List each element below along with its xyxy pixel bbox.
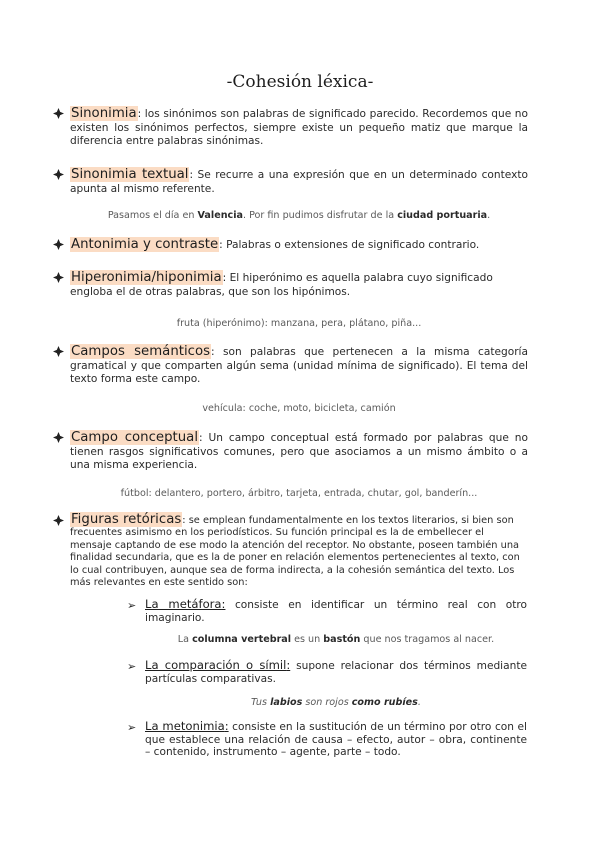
section-antonimia: Antonimia y contraste: Palabras o extensiones de significado contrario. xyxy=(70,238,528,253)
term-label: Hiperonimia/hiponimia xyxy=(71,270,222,285)
diamond-bullet-icon xyxy=(53,169,64,180)
example-line: Pasamos el día en Valencia. Por fin pudimos disfrutar de la ciudad portuaria. xyxy=(107,210,491,221)
definition-text: son palabras que pertenecen a la misma categoría gramatical y que comparten algún sema (unidad mínima de significado). El tema del texto forma este campo. xyxy=(70,346,528,385)
page-title: -Cohesión léxica- xyxy=(226,72,374,92)
diamond-bullet-icon xyxy=(53,346,64,357)
definition-text: Palabras o extensiones de significado contrario. xyxy=(222,239,480,251)
section-sinonimia: Sinonimia: los sinónimos son palabras de significado parecido. Recordemos que no existen los sinónimos perfectos, siempre existe un pequeño matiz que marque la diferencia entre palabras sinónimas. xyxy=(70,107,528,149)
section-campos-semanticos: Campos semánticos: son palabras que pertenecen a la misma categoría gramatical y que comparten algún sema (unidad mínima de significado). El tema del texto forma este campo. xyxy=(70,345,528,387)
arrow-bullet-icon: ➢ xyxy=(127,660,137,673)
term-label: Sinonimia xyxy=(71,106,137,121)
term-label: Antonimia y contraste xyxy=(71,237,219,252)
term-label: Sinonimia textual xyxy=(71,167,189,182)
diamond-bullet-icon xyxy=(53,432,64,443)
definition-text: Se recurre a una expresión que en un determinado contexto apunta al mismo referente. xyxy=(70,169,528,195)
example-line: La columna vertebral es un bastón que nos tragamos al nacer. xyxy=(177,634,495,645)
example-line: vehícula: coche, moto, bicicleta, camión xyxy=(202,403,396,414)
example-line: fruta (hiperónimo): manzana, pera, plátano, piña... xyxy=(176,318,422,329)
term-label: Campo conceptual xyxy=(71,430,199,445)
subterm-label: La comparación o símil xyxy=(145,658,287,672)
subsection-metafora: ➢ La metáfora: consiste en identificar un término real con otro imaginario. xyxy=(127,597,528,624)
definition-text: los sinónimos son palabras de significado parecido. Recordemos que no existen los sinónimos perfectos, siempre existe un pequeño matiz que marque la diferencia entre palabras sinónimas. xyxy=(70,108,528,147)
diamond-bullet-icon xyxy=(53,272,64,283)
diamond-bullet-icon xyxy=(53,108,64,119)
subterm-label: La metonimia xyxy=(145,719,225,733)
diamond-bullet-icon xyxy=(53,239,64,250)
arrow-bullet-icon: ➢ xyxy=(127,599,137,612)
definition-text: Un campo conceptual está formado por palabras que no tienen rasgos significativos comunes, pero que asociamos a un mismo ámbito o a una misma experiencia. xyxy=(70,432,528,471)
section-sinonimia-textual: Sinonimia textual: Se recurre a una expresión que en un determinado contexto apunta al mismo referente. xyxy=(70,168,528,196)
term-label: Figuras retóricas xyxy=(71,512,182,527)
definition-text: se emplean fundamentalmente en los textos literarios, si bien son frecuentes asimismo en los periodísticos. Su función principal es la de embellecer el mensaje captando de ese modo la atención del receptor. No obstante, poseen también una finalidad secundaria, que es la de poner en relación elementos pertenecientes al texto, con lo cual contribuyen, aunque sea de forma indirecta, a la cohesión semántica del texto. Los más relevantes en este sentido son: xyxy=(70,515,520,589)
definition-text: consiste en la sustitución de un término por otro con el que establece una relación de causa – efecto, autor – obra, continente – contenido, instrumento – agente, parte – todo. xyxy=(145,721,527,758)
definition-text: supone relacionar dos términos mediante partículas comparativas. xyxy=(145,660,528,685)
subsection-comparacion: ➢ La comparación o símil: supone relacionar dos términos mediante partículas comparativas. xyxy=(127,658,528,685)
section-figuras-retoricas: Figuras retóricas: se emplean fundamentalmente en los textos literarios, si bien son frecuentes asimismo en los periodísticos. Su función principal es la de embellecer el mensaje captando de ese modo la atención del receptor. No obstante, poseen también una finalidad secundaria, que es la de poner en relación elementos pertenecientes al texto, con lo cual contribuyen, aunque sea de forma indirecta, a la cohesión semántica del texto. Los más relevantes en este sentido son: xyxy=(70,514,528,589)
diamond-bullet-icon xyxy=(53,515,64,526)
arrow-bullet-icon: ➢ xyxy=(127,721,137,734)
section-campo-conceptual: Campo conceptual: Un campo conceptual está formado por palabras que no tienen rasgos significativos comunes, pero que asociamos a un mismo ámbito o a una misma experiencia. xyxy=(70,431,528,473)
section-hiperonimia: Hiperonimia/hiponimia: El hiperónimo es aquella palabra cuyo significado engloba el de otras palabras, que son los hipónimos. xyxy=(70,271,528,299)
definition-text: consiste en identificar un término real con otro imaginario. xyxy=(145,599,528,624)
term-label: Campos semánticos xyxy=(71,344,211,359)
subterm-label: La metáfora xyxy=(145,597,222,611)
example-line: Tus labios son rojos como rubíes. xyxy=(251,697,421,708)
example-line: fútbol: delantero, portero, árbitro, tarjeta, entrada, chutar, gol, banderín... xyxy=(120,488,478,499)
definition-text: El hiperónimo es aquella palabra cuyo significado engloba el de otras palabras, que son los hipónimos. xyxy=(70,272,493,298)
subsection-metonimia: ➢ La metonimia: consiste en la sustitución de un término por otro con el que establece una relación de causa – efecto, autor – obra, continente – contenido, instrumento – agente, parte – todo. xyxy=(127,719,527,758)
